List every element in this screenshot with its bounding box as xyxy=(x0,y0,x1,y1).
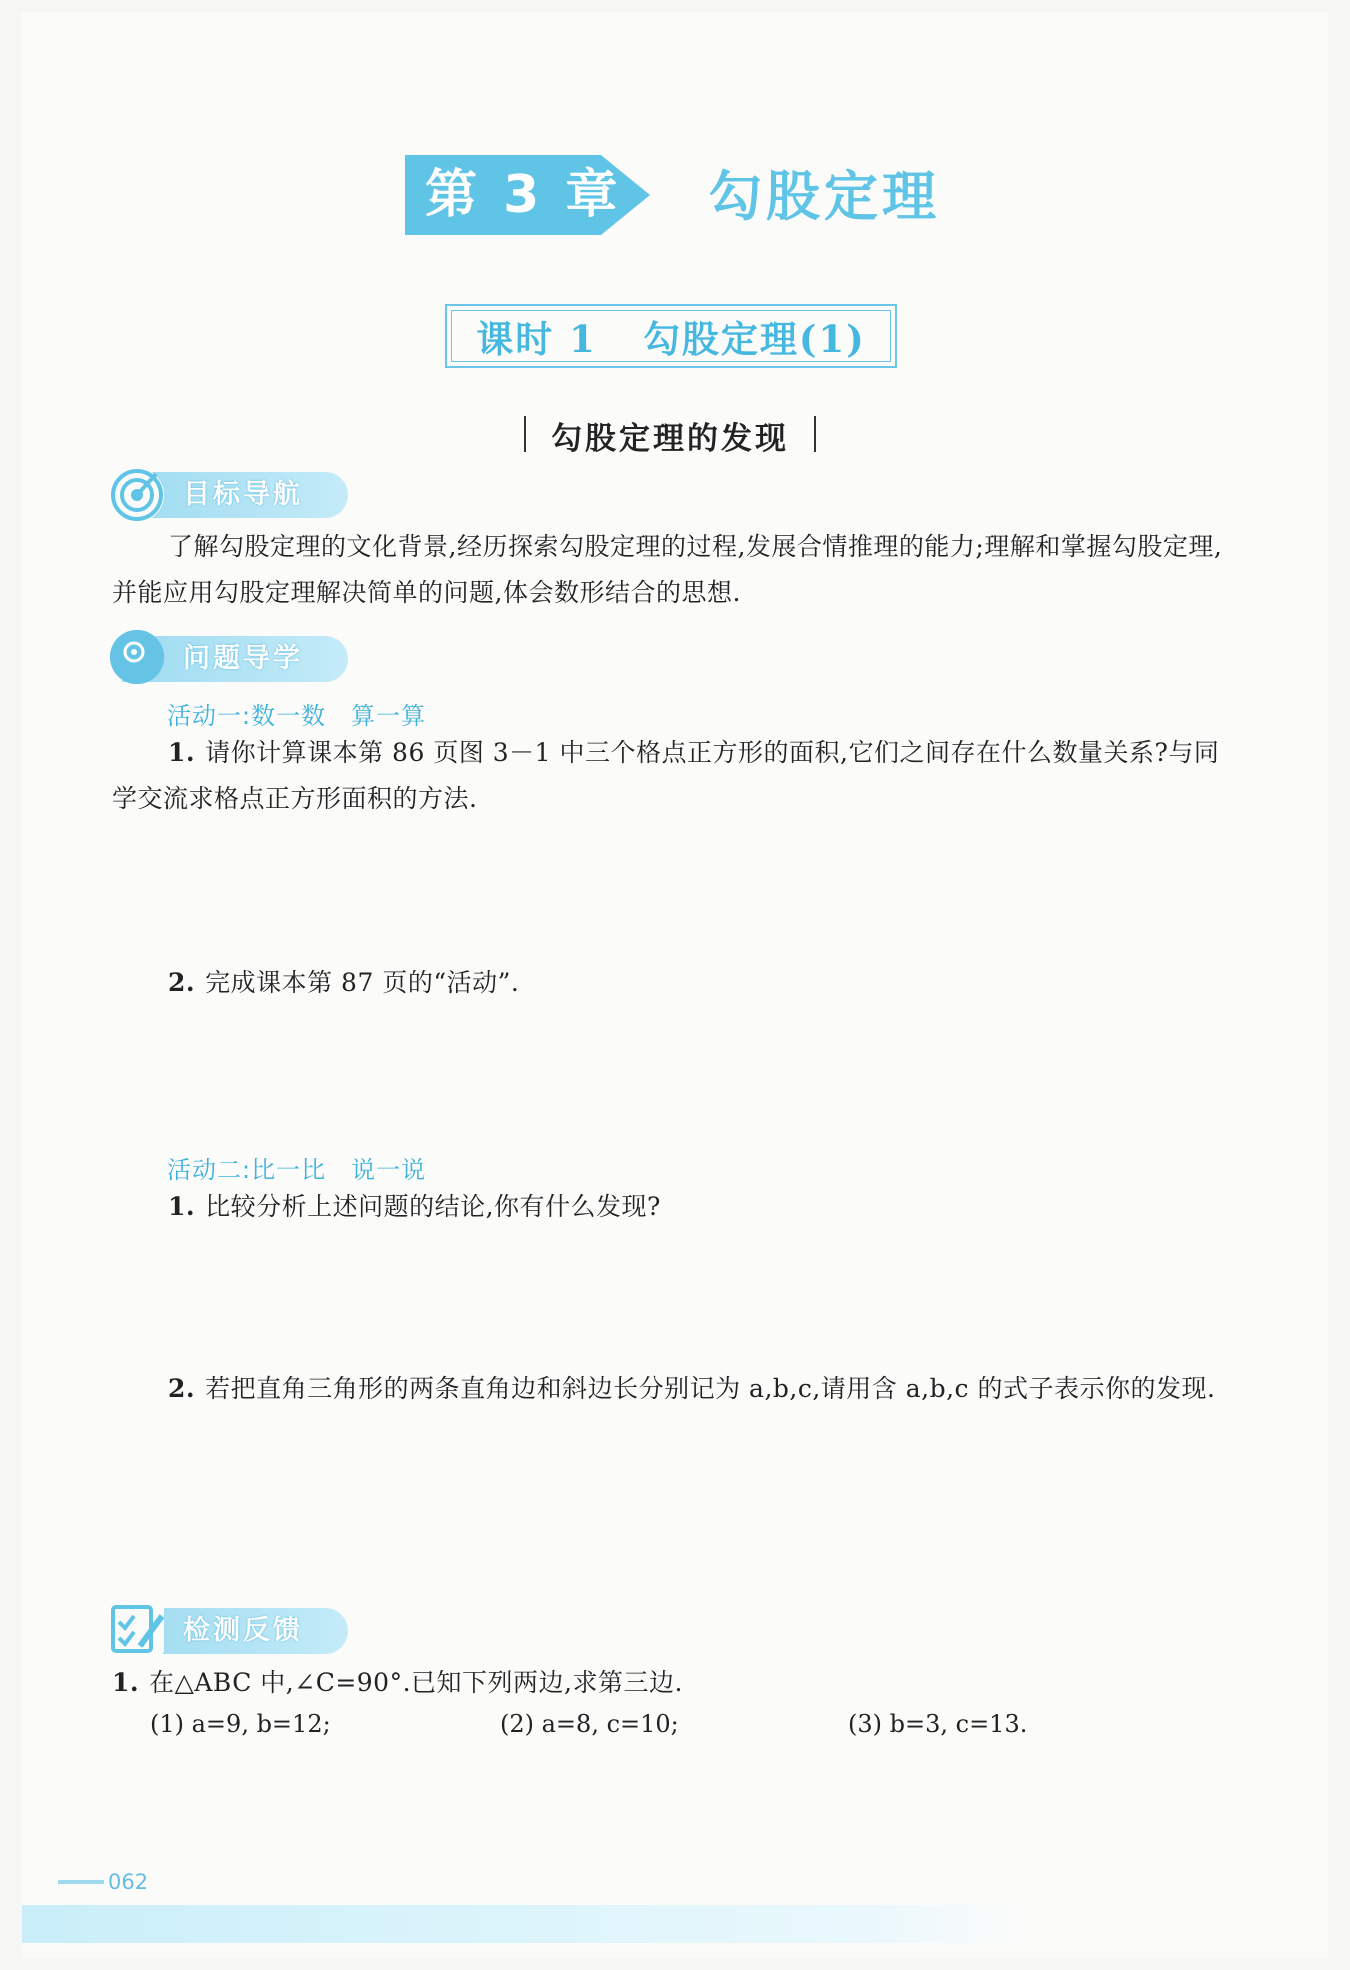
inquiry-banner-label: 问题导学 xyxy=(183,643,303,674)
lesson-title: 勾股定理(1) xyxy=(642,317,866,361)
question-text: 请你计算课本第 86 页图 3－1 中三个格点正方形的面积,它们之间存在什么数量关系?与同学交流求格点正方形面积的方法. xyxy=(112,738,1220,813)
feedback-part-1: (1) a=9, b=12; xyxy=(150,1710,331,1738)
goal-text: 了解勾股定理的文化背景,经历探索勾股定理的过程,发展合情推理的能力;理解和掌握勾股定理,并能应用勾股定理解决简单的问题,体会数形结合的思想. xyxy=(112,532,1223,607)
goal-banner-label: 目标导航 xyxy=(183,479,303,510)
question-number: 2. xyxy=(168,1374,196,1403)
activity2-question-2 xyxy=(112,1366,1232,1412)
chapter-title: 勾股定理 xyxy=(708,165,940,228)
question-number: 2. xyxy=(168,968,196,997)
activity1-title: 活动一:数一数 算一算 xyxy=(167,702,427,730)
question-number: 1. xyxy=(112,1668,140,1697)
activity2-question-1 xyxy=(168,1184,1228,1230)
feedback-banner-label: 检测反馈 xyxy=(183,1615,303,1646)
checklist-icon xyxy=(110,1602,164,1656)
section-title-text: 勾股定理的发现 xyxy=(551,420,789,457)
question-number: 1. xyxy=(168,738,196,767)
chapter-number: 第 3 章 xyxy=(425,165,622,225)
activity2-title: 活动二:比一比 说一说 xyxy=(167,1156,427,1184)
question-text: 比较分析上述问题的结论,你有什么发现? xyxy=(205,1192,661,1221)
feedback-question-1 xyxy=(112,1660,1232,1706)
feedback-part-3: (3) b=3, c=13. xyxy=(848,1710,1028,1738)
activity1-question-1 xyxy=(112,730,1232,822)
lesson-box xyxy=(445,304,897,368)
section-title xyxy=(520,412,820,458)
activity1-question-2 xyxy=(168,960,1228,1006)
question-text: 在△ABC 中,∠C=90°.已知下列两边,求第三边. xyxy=(149,1668,683,1697)
question-text: 完成课本第 87 页的“活动”. xyxy=(205,968,520,997)
lesson-label: 课时 1 xyxy=(476,317,597,361)
target-icon xyxy=(110,468,164,522)
page-number: 062 xyxy=(108,1870,149,1894)
head-gear-icon xyxy=(110,630,164,684)
page-number-rule xyxy=(58,1880,104,1884)
bottom-strip xyxy=(22,1905,1022,1943)
question-number: 1. xyxy=(168,1192,196,1221)
question-text: 若把直角三角形的两条直角边和斜边长分别记为 a,b,c,请用含 a,b,c 的式子表示你的发现. xyxy=(205,1374,1216,1403)
feedback-part-2: (2) a=8, c=10; xyxy=(500,1710,679,1738)
